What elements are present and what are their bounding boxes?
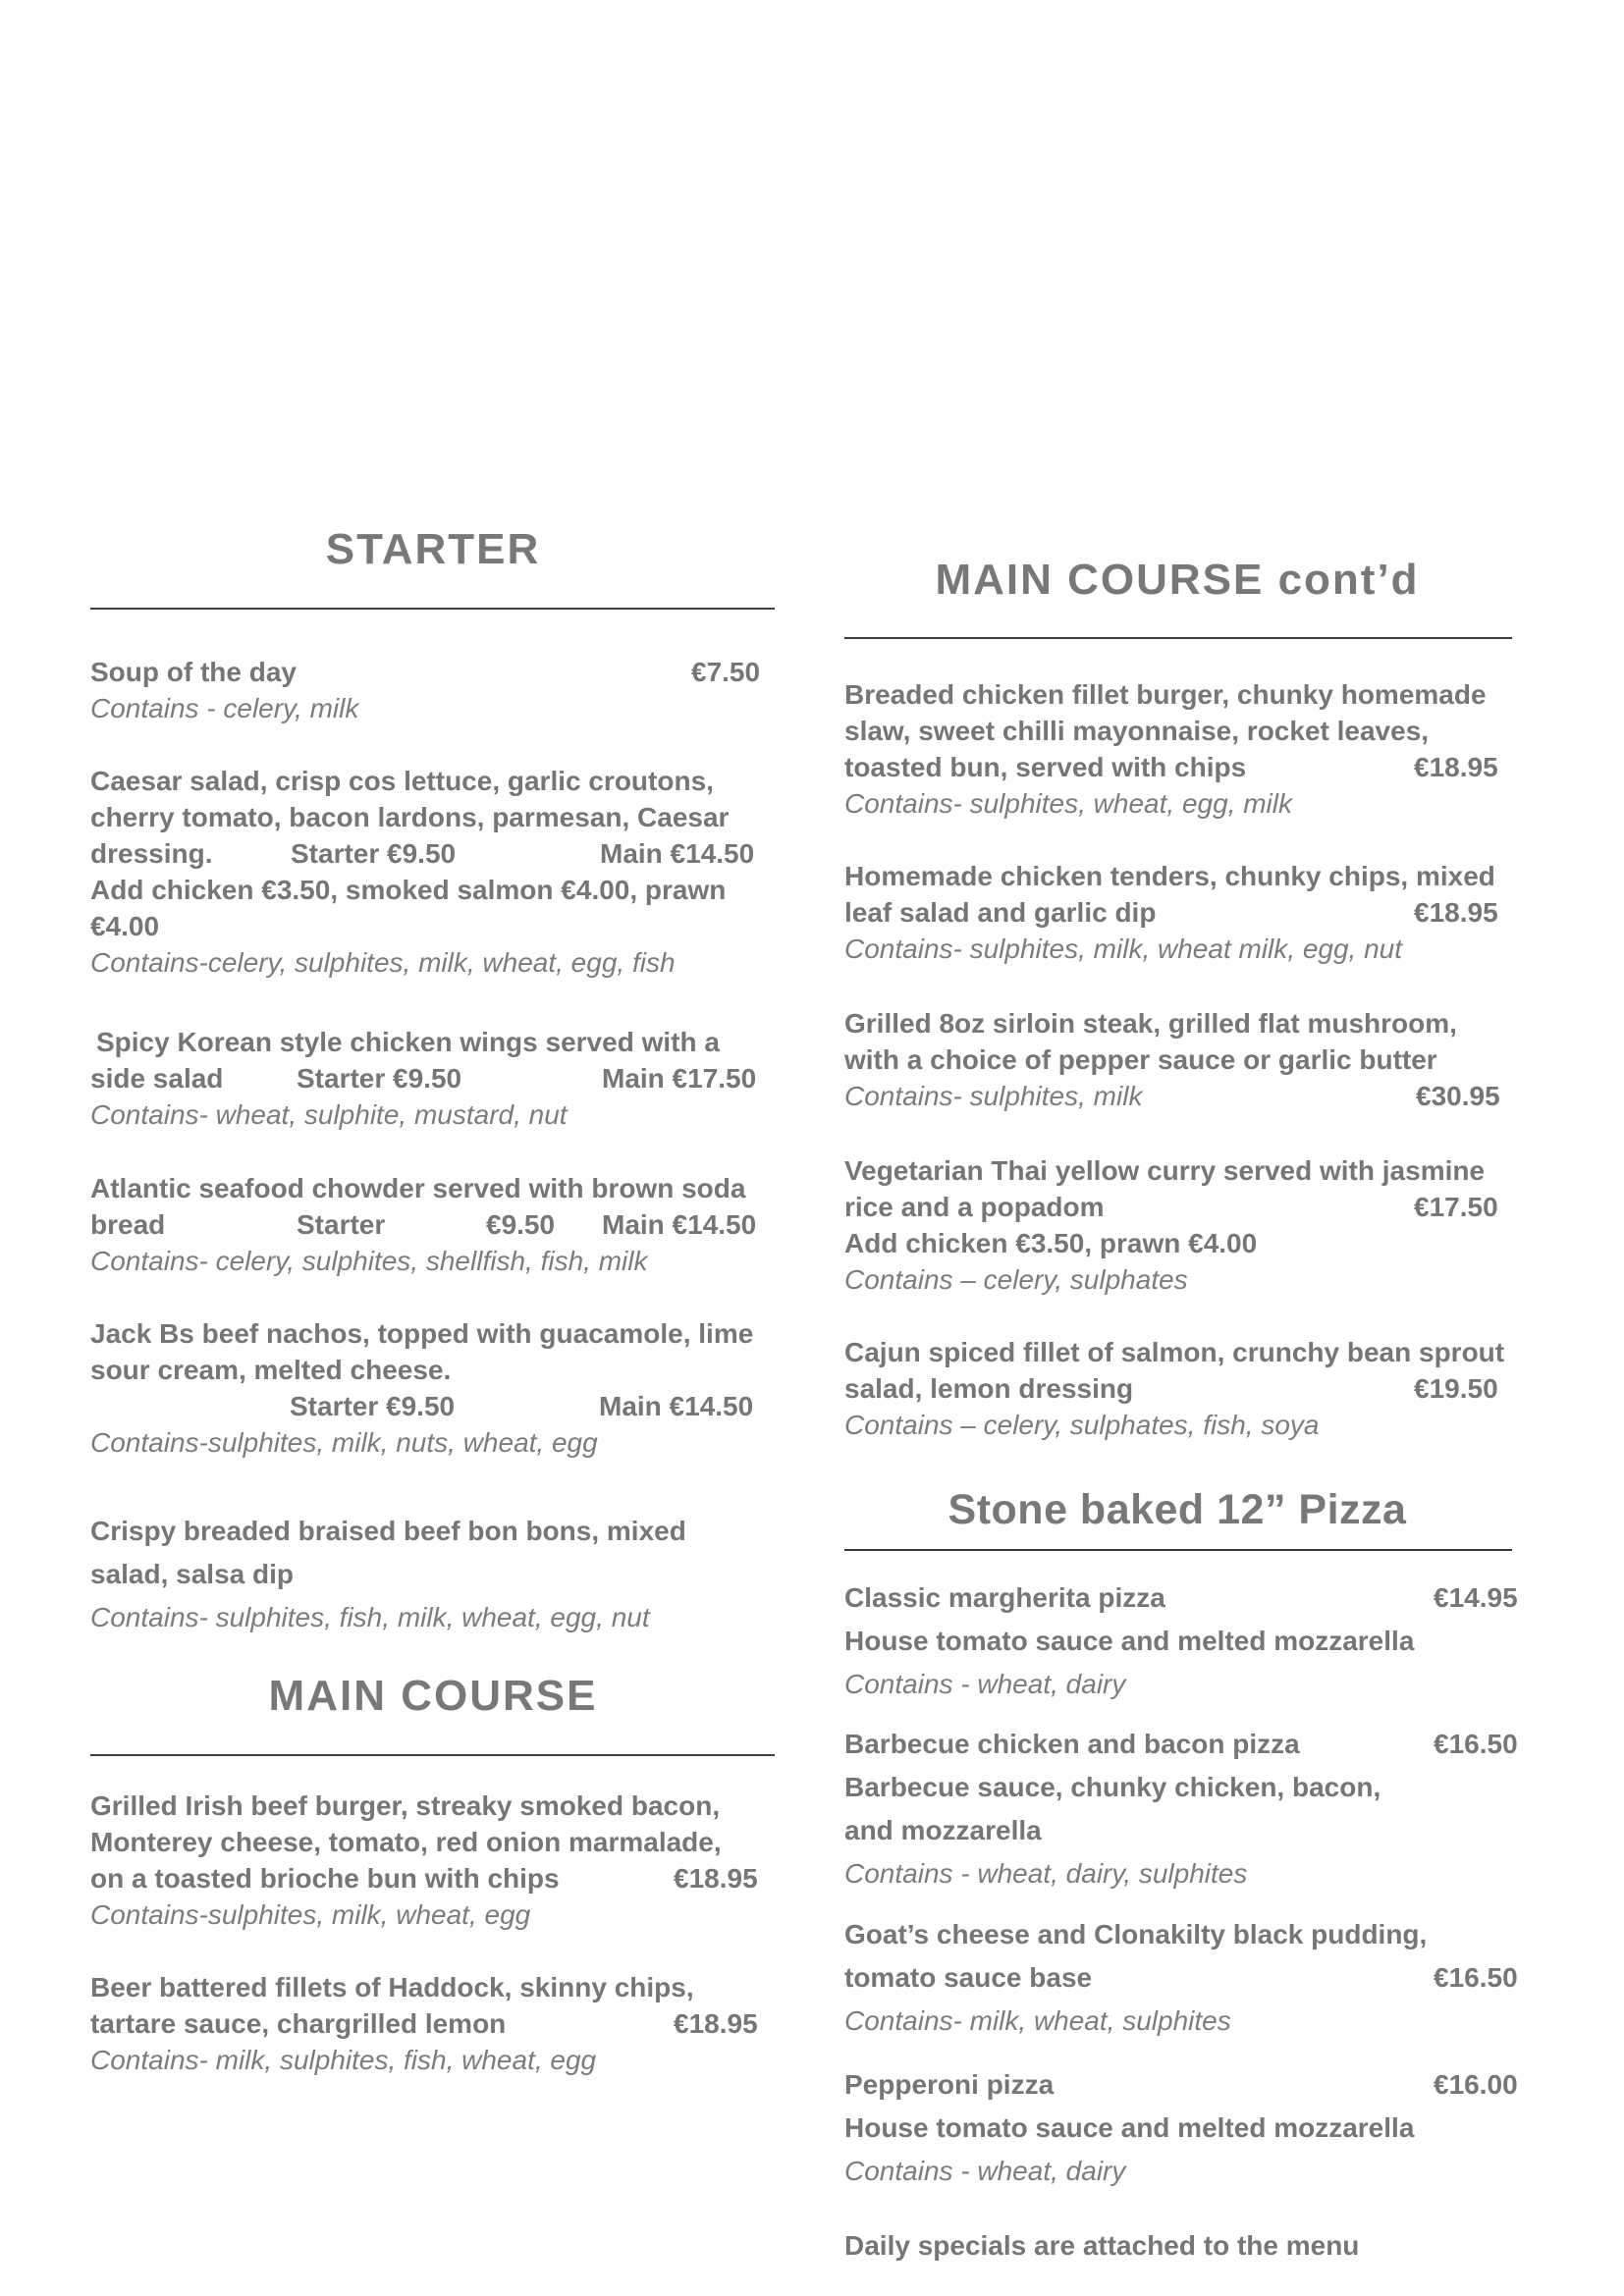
main-course-contd-divider xyxy=(844,637,1512,639)
item-description: toasted bun, served with chips xyxy=(844,752,1247,782)
item-description: with a choice of pepper sauce or garlic butter xyxy=(844,1044,1437,1075)
item-description: Spicy Korean style chicken wings served with a xyxy=(96,1027,720,1057)
item-description: bread xyxy=(90,1209,166,1240)
allergen-info: Contains – celery, sulphates xyxy=(844,1264,1188,1295)
item-description: Barbecue sauce, chunky chicken, bacon, xyxy=(844,1772,1381,1802)
allergen-info: Contains-celery, sulphites, milk, wheat, egg, fish xyxy=(90,947,676,978)
allergen-info: Contains - wheat, dairy xyxy=(844,2156,1126,2186)
starter-price: Starter €9.50 xyxy=(297,1063,462,1094)
item-description: salad, salsa dip xyxy=(90,1559,294,1589)
add-on-text: Add chicken €3.50, smoked salmon €4.00, prawn xyxy=(90,875,727,905)
item-description: Crispy breaded braised beef bon bons, mixed xyxy=(90,1516,686,1546)
item-price: €18.95 xyxy=(674,1863,758,1894)
item-description: Jack Bs beef nachos, topped with guacamole, lime xyxy=(90,1318,754,1349)
item-description: Atlantic seafood chowder served with brown soda xyxy=(90,1173,746,1203)
item-description: House tomato sauce and melted mozzarella xyxy=(844,2112,1415,2143)
allergen-info: Contains-sulphites, milk, nuts, wheat, egg xyxy=(90,1427,598,1458)
item-price: €19.50 xyxy=(1414,1373,1498,1404)
main-price: Main €14.50 xyxy=(600,838,755,869)
item-description: Cajun spiced fillet of salmon, crunchy bean sprout xyxy=(844,1337,1505,1367)
add-on-text: Add chicken €3.50, prawn €4.00 xyxy=(844,1228,1258,1258)
item-description: slaw, sweet chilli mayonnaise, rocket leaves, xyxy=(844,716,1430,746)
allergen-info: Contains - wheat, dairy xyxy=(844,1669,1126,1699)
main-course-divider xyxy=(90,1754,775,1756)
item-price: €18.95 xyxy=(674,2008,758,2039)
starter-divider xyxy=(90,608,775,610)
item-price: €14.95 xyxy=(1434,1582,1518,1613)
item-name: Soup of the day xyxy=(90,657,297,687)
allergen-info: Contains- sulphites, fish, milk, wheat, egg, nut xyxy=(90,1602,650,1632)
allergen-info: Contains- sulphites, wheat, egg, milk xyxy=(844,788,1292,819)
item-description: tartare sauce, chargrilled lemon xyxy=(90,2008,507,2039)
item-description: Breaded chicken fillet burger, chunky homemade xyxy=(844,679,1487,710)
item-description: on a toasted brioche bun with chips xyxy=(90,1863,560,1894)
item-description: Vegetarian Thai yellow curry served with jasmine xyxy=(844,1155,1486,1186)
item-description: dressing. xyxy=(90,838,213,869)
pizza-divider xyxy=(844,1549,1512,1551)
main-price: Main €17.50 xyxy=(602,1063,757,1094)
item-description: Caesar salad, crisp cos lettuce, garlic croutons, xyxy=(90,766,714,796)
item-name: Barbecue chicken and bacon pizza xyxy=(844,1729,1300,1759)
item-price: €17.50 xyxy=(1414,1192,1498,1222)
main-course-contd-heading: MAIN COURSE cont’d xyxy=(935,556,1420,604)
main-price: Main €14.50 xyxy=(602,1209,757,1240)
main-price: Main €14.50 xyxy=(599,1391,754,1421)
item-description: sour cream, melted cheese. xyxy=(90,1355,452,1385)
item-description: leaf salad and garlic dip xyxy=(844,897,1157,928)
item-name: tomato sauce base xyxy=(844,1962,1093,1993)
item-price: €16.50 xyxy=(1434,1729,1518,1759)
starter-price: Starter €9.50 xyxy=(291,838,457,869)
allergen-info: Contains-sulphites, milk, wheat, egg xyxy=(90,1899,531,1930)
daily-specials-note: Daily specials are attached to the menu xyxy=(844,2230,1360,2261)
item-description: cherry tomato, bacon lardons, parmesan, Caesar xyxy=(90,802,730,832)
allergen-info: Contains - wheat, dairy, sulphites xyxy=(844,1858,1248,1889)
add-on-text: €4.00 xyxy=(90,911,160,941)
allergen-info: Contains- wheat, sulphite, mustard, nut xyxy=(90,1099,568,1130)
item-name: Goat’s cheese and Clonakilty black pudding, xyxy=(844,1919,1428,1949)
item-price: €16.00 xyxy=(1434,2069,1518,2100)
allergen-info: Contains- sulphites, milk, wheat milk, egg, nut xyxy=(844,934,1403,964)
item-description: Grilled 8oz sirloin steak, grilled flat mushroom, xyxy=(844,1008,1457,1039)
item-description: Grilled Irish beef burger, streaky smoked bacon, xyxy=(90,1790,721,1821)
item-description: side salad xyxy=(90,1063,224,1094)
item-description: Monterey cheese, tomato, red onion marmalade, xyxy=(90,1827,722,1857)
item-description: rice and a popadom xyxy=(844,1192,1105,1222)
item-name: Pepperoni pizza xyxy=(844,2069,1055,2100)
item-description: House tomato sauce and melted mozzarella xyxy=(844,1626,1415,1656)
starter-heading: STARTER xyxy=(325,525,541,573)
allergen-info: Contains – celery, sulphates, fish, soya xyxy=(844,1410,1320,1440)
allergen-info: Contains- milk, sulphites, fish, wheat, egg xyxy=(90,2045,597,2075)
item-description: salad, lemon dressing xyxy=(844,1373,1134,1404)
item-price: €30.95 xyxy=(1416,1081,1500,1111)
starter-price: Starter €9.50 xyxy=(290,1391,456,1421)
starter-price: €9.50 xyxy=(486,1209,556,1240)
item-price: €18.95 xyxy=(1414,897,1498,928)
item-name: Classic margherita pizza xyxy=(844,1582,1165,1613)
allergen-info: Contains- sulphites, milk xyxy=(844,1081,1143,1111)
allergen-info: Contains- celery, sulphites, shellfish, fish, milk xyxy=(90,1246,648,1276)
item-price: €7.50 xyxy=(691,657,761,687)
item-description: Homemade chicken tenders, chunky chips, mixed xyxy=(844,861,1495,891)
item-description: Beer battered fillets of Haddock, skinny chips, xyxy=(90,1972,694,2002)
starter-label: Starter xyxy=(297,1209,386,1240)
allergen-info: Contains - celery, milk xyxy=(90,693,359,723)
item-price: €18.95 xyxy=(1414,752,1498,782)
pizza-heading: Stone baked 12” Pizza xyxy=(947,1486,1407,1533)
item-price: €16.50 xyxy=(1434,1962,1518,1993)
allergen-info: Contains- milk, wheat, sulphites xyxy=(844,2005,1231,2036)
item-description: and mozzarella xyxy=(844,1815,1042,1845)
main-course-heading: MAIN COURSE xyxy=(268,1672,598,1720)
